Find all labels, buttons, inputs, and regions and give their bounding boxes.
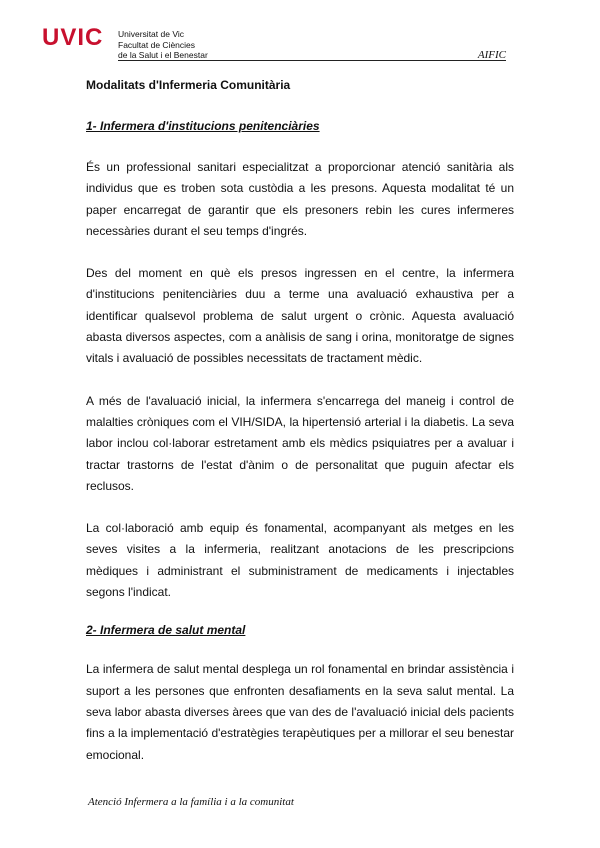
logo-wordmark: UVIC <box>42 24 104 51</box>
institution-line: de la Salut i el Benestar <box>118 50 208 60</box>
institution-line: Facultat de Ciències <box>118 39 196 50</box>
document-title: Modalitats d'Infermeria Comunitària <box>86 78 291 92</box>
header-divider <box>118 60 506 61</box>
header-tag: AIFIC <box>477 49 506 61</box>
institution-name <box>118 29 208 61</box>
paragraph: La infermera de salut mental desplega un rol fonamental en brindar assistència i suport a les persones que enfronten desafiaments en la seva salut mental. La seva labor abasta diverses àrees que van des de l'avaluació inicial dels pacients fins a la implementació d'estratègies terapèutiques per a millorar el seu benestar emocional. <box>86 662 514 762</box>
page-header <box>0 0 600 70</box>
paragraph: A més de l'avaluació inicial, la infermera s'encarrega del maneig i control de malalties cròniques com el VIH/SIDA, la hipertensió arterial i la diabetis. La seva labor inclou col·laborar estretament amb els mèdics psiquiatres per a avaluar i tractar trastorns de l'estat d'ànim o de personalitat que puguin afectar els reclusos. <box>86 393 514 493</box>
paragraph: Des del moment en què els presos ingressen en el centre, la infermera d'institucions penitenciàries duu a terme una avaluació exhaustiva per a identificar qualsevol problema de salut urgent o crònic. Aquesta avaluació abasta diversos aspectes, com a anàlisis de sang i orina, monitoratge de signes vitals i avaluació de possibles necessitats de tractament mèdic. <box>86 266 514 366</box>
paragraph: La col·laboració amb equip és fonamental, acompanyant als metges en les seves visites a la infermeria, realitzant anotacions de les prescripcions mèdiques i administrant el subministrament de medicaments i injectables segons l'indicat. <box>86 521 514 600</box>
section-heading: 1- Infermera d'institucions penitenciàries <box>86 119 320 133</box>
section-heading: 2- Infermera de salut mental <box>86 623 246 638</box>
paragraph: És un professional sanitari especialitzat a proporcionar atenció sanitària als individus que es troben sota custòdia a les presons. Aquesta modalitat té un paper encarregat de garantir que els presoners rebin les cures infermeres necessàries durant el seu temps d'ingrés. <box>86 160 514 238</box>
page-footer: Atenció Infermera a la família i a la comunitat <box>88 796 294 808</box>
institution-line: Universitat de Vic <box>118 29 184 39</box>
document-body <box>86 77 514 766</box>
